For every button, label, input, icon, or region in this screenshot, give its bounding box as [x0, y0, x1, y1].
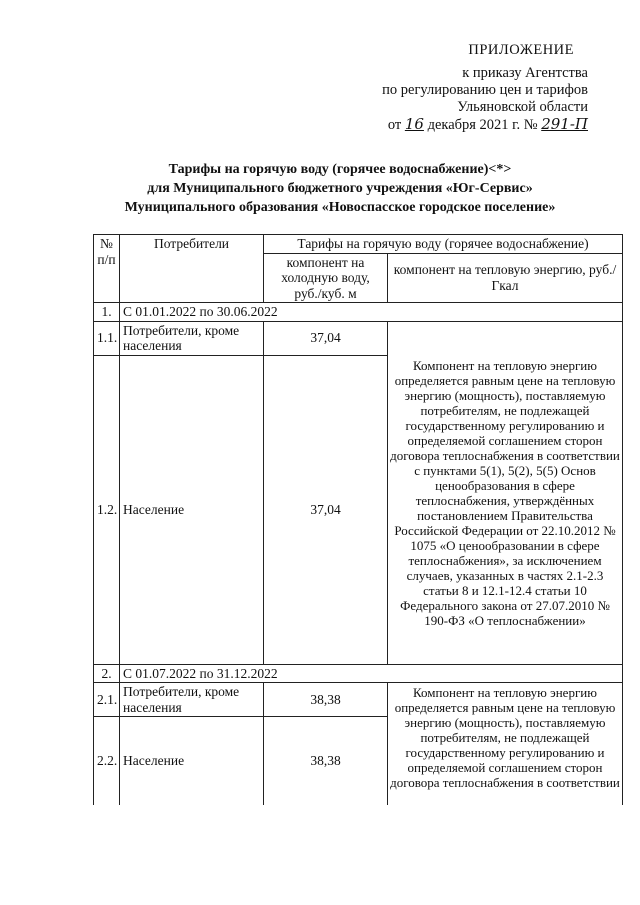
row-cold-value: 38,38 [264, 683, 388, 717]
heat-component-note: Компонент на тепловую энергию определяется равным цене на тепловую энергию (мощность), поставляемую потребителям, не подлежащей государственному регулированию и определяемой соглашением сторон договора теплоснабжения в соответствии [388, 683, 623, 806]
header-num: № п/п [94, 235, 120, 303]
document-heading [60, 160, 620, 217]
table-row [94, 683, 623, 717]
tariff-table [93, 234, 623, 805]
heading-line-2: для Муниципального бюджетного учреждения «Юг-Сервис» [147, 181, 533, 196]
row-consumer: Население [120, 355, 264, 664]
table-row [94, 321, 623, 355]
appendix-line-1: к приказу Агентства [462, 65, 588, 81]
row-consumer: Потребители, кроме населения [120, 321, 264, 355]
row-num: 2.2. [94, 717, 120, 806]
row-consumer: Потребители, кроме населения [120, 683, 264, 717]
header-heat: компонент на тепловую энергию, руб./Гкал [388, 253, 623, 303]
section-period: С 01.07.2022 по 31.12.2022 [120, 664, 623, 683]
row-cold-value: 37,04 [264, 321, 388, 355]
row-cold-value: 37,04 [264, 355, 388, 664]
appendix-line-3: Ульяновской области [457, 99, 588, 115]
row-consumer: Население [120, 717, 264, 806]
header-tariffs: Тарифы на горячую воду (горячее водоснабжение) [264, 235, 623, 254]
table-header-row [94, 235, 623, 254]
section-num: 2. [94, 664, 120, 683]
heat-component-note: Компонент на тепловую энергию определяется равным цене на тепловую энергию (мощность), поставляемую потребителям, не подлежащей государственному регулированию и определяемой соглашением сторон договора теплоснабжения в соответствии с пунктами 5(1), 5(2), 5(5) Основ ценообразования в сфере теплоснабжения, утверждённых постановлением Правительства Российской Федерации от 22.10.2012 № 1075 «О ценообразовании в сфере теплоснабжения», за исключением случаев, указанных в частях 2.1-2.3 статьи 8 и 12.1-12.4 статьи 10 Федерального закона от 27.07.2010 № 190-ФЗ «О теплоснабжении» [388, 321, 623, 664]
header-consumers: Потребители [120, 235, 264, 303]
row-cold-value: 38,38 [264, 717, 388, 806]
row-num: 1.1. [94, 321, 120, 355]
row-num: 1.2. [94, 355, 120, 664]
header-cold: компонент на холодную воду, руб./куб. м [264, 253, 388, 303]
order-day: 16 [404, 115, 424, 133]
order-date: декабря 2021 г. № [427, 117, 538, 133]
appendix-line-2: по регулированию цен и тарифов [382, 82, 588, 98]
order-prefix: от [387, 117, 402, 133]
appendix-block [382, 42, 588, 134]
section-period: С 01.01.2022 по 30.06.2022 [120, 303, 623, 322]
order-line [382, 116, 588, 134]
appendix-title: ПРИЛОЖЕНИЕ [468, 42, 574, 58]
section-num: 1. [94, 303, 120, 322]
section-row [94, 664, 623, 683]
section-row [94, 303, 623, 322]
row-num: 2.1. [94, 683, 120, 717]
heading-line-1: Тарифы на горячую воду (горячее водоснабжение)<*> [168, 162, 512, 177]
order-number: 291-П [541, 115, 588, 133]
heading-line-3: Муниципального образования «Новоспасское городское поселение» [124, 200, 556, 215]
